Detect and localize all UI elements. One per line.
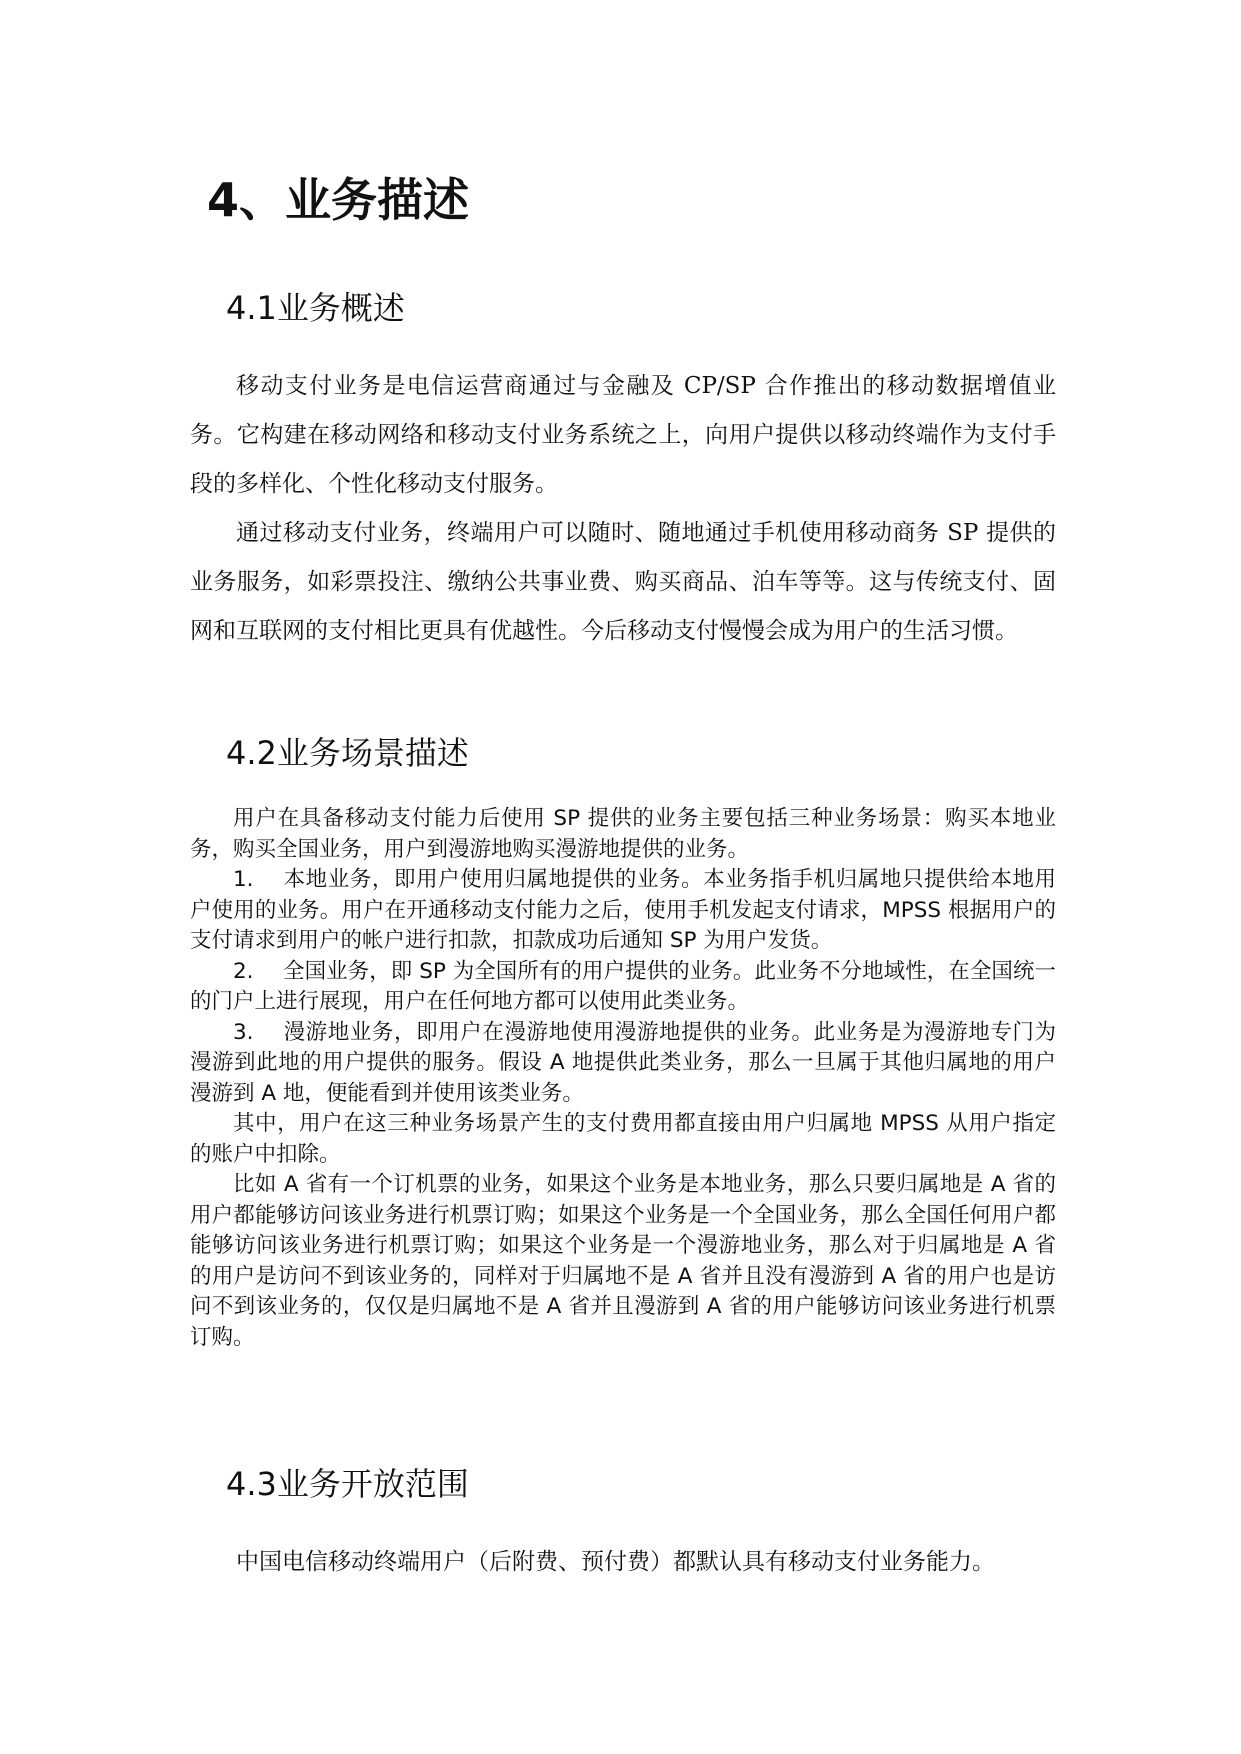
section-body-4-3	[190, 1538, 1056, 1587]
section-heading-4-1: 4.1业务概述	[226, 289, 405, 327]
list-item-number: 3.	[233, 1019, 254, 1045]
page-title: 4、业务描述	[207, 173, 470, 227]
list-item-number: 2.	[233, 958, 254, 984]
list-item-number: 1.	[233, 867, 254, 892]
paragraph: 比如 A 省有一个订机票的业务，如果这个业务是本地业务，那么只要归属地是 A 省的用户都能够访问该业务进行机票订购；如果这个业务是一个全国业务，那么全国任何用户都能够访问该业务进行机票订购；如果这个业务是一个漫游地业务，那么对于归属地是 A 省的用户是访问不到该业务的，同样对于归属地不是 A 省并且没有漫游到 A 省的用户也是访问不到该业务的，仅仅是归属地不是 A 省并且漫游到 A 省的用户能够访问该业务进行机票订购。	[190, 1172, 1056, 1350]
list-item-text: 本地业务，即用户使用归属地提供的业务。本业务指手机归属地只提供给本地用户使用的业务。用户在开通移动支付能力之后，使用手机发起支付请求，MPSS 根据用户的支付请求到用户的帐户进行扣款，扣款成功后通知 SP 为用户发货。	[190, 867, 1056, 953]
section-body-4-2	[190, 804, 1056, 1353]
paragraph: 移动支付业务是电信运营商通过与金融及 CP/SP 合作推出的移动数据增值业务。它构建在移动网络和移动支付业务系统之上，向用户提供以移动终端作为支付手段的多样化、个性化移动支付服务。	[190, 373, 1056, 497]
section-body-4-1	[190, 362, 1056, 656]
list-item-text: 漫游地业务，即用户在漫游地使用漫游地提供的业务。此业务是为漫游地专门为漫游到此地的用户提供的服务。假设 A 地提供此类业务，那么一旦属于其他归属地的用户漫游到 A 地，便能看到并使用该类业务。	[190, 1019, 1056, 1106]
list-item	[190, 1018, 1056, 1110]
paragraph: 其中，用户在这三种业务场景产生的支付费用都直接由用户归属地 MPSS 从用户指定的账户中扣除。	[190, 1111, 1056, 1167]
list-item	[190, 957, 1056, 1018]
section-heading-4-2: 4.2业务场景描述	[226, 734, 469, 772]
section-heading-4-3: 4.3业务开放范围	[226, 1465, 469, 1503]
list-item	[190, 865, 1056, 957]
paragraph-intro: 用户在具备移动支付能力后使用 SP 提供的业务主要包括三种业务场景：购买本地业务，购买全国业务，用户到漫游地购买漫游地提供的业务。	[190, 806, 1056, 862]
paragraph: 通过移动支付业务，终端用户可以随时、随地通过手机使用移动商务 SP 提供的业务服务，如彩票投注、缴纳公共事业费、购买商品、泊车等等。这与传统支付、固网和互联网的支付相比更具有优越性。今后移动支付慢慢会成为用户的生活习惯。	[190, 520, 1056, 644]
paragraph: 中国电信移动终端用户（后附费、预付费）都默认具有移动支付业务能力。	[236, 1549, 995, 1575]
list-item-text: 全国业务，即 SP 为全国所有的用户提供的业务。此业务不分地域性，在全国统一的门户上进行展现，用户在任何地方都可以使用此类业务。	[190, 958, 1056, 1014]
